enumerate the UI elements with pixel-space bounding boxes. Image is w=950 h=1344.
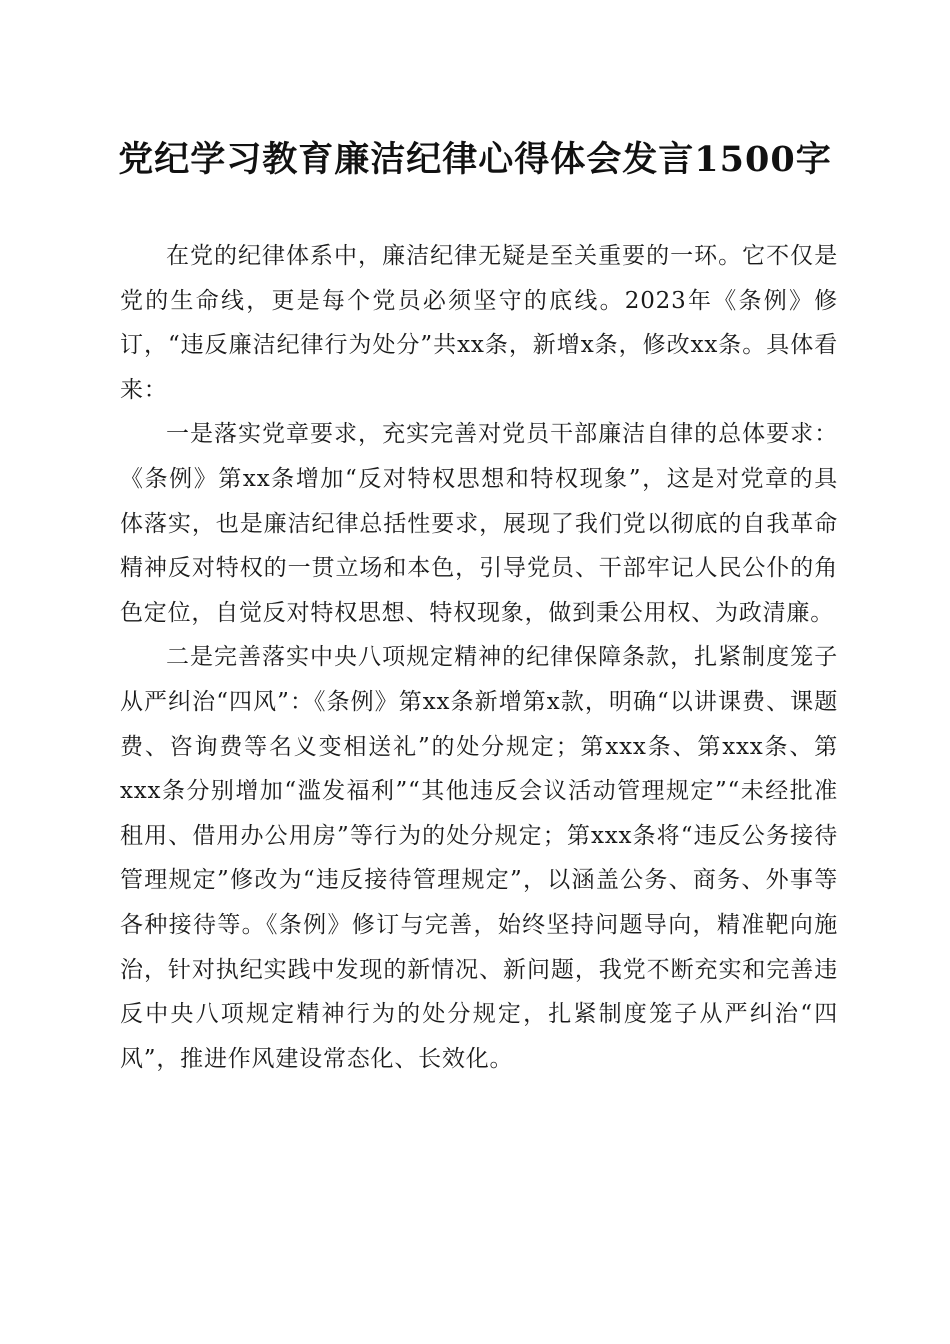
paragraph-point-two: 二是完善落实中央八项规定精神的纪律保障条款，扎紧制度笼子从严纠治“四风”：《条例》第xx条新增第x款，明确“以讲课费、课题费、咨询费等名义变相送礼”的处分规定；第xxx条、第xxx条、第xxx条分别增加“滥发福利”“其他违反会议活动管理规定”“未经批准租用、借用办公用房”等行为的处分规定；第xxx条将“违反公务接待管理规定”修改为“违反接待管理规定”，以涵盖公务、商务、外事等各种接待等。《条例》修订与完善，始终坚持问题导向，精准靶向施治，针对执纪实践中发现的新情况、新问题，我党不断充实和完善违反中央八项规定精神行为的处分规定，扎紧制度笼子从严纠治“四风”，推进作风建设常态化、长效化。 xyxy=(120,644,838,1072)
paragraph-point-one: 一是落实党章要求，充实完善对党员干部廉洁自律的总体要求：《条例》第xx条增加“反对特权思想和特权现象”，这是对党章的具体落实，也是廉洁纪律总括性要求，展现了我们党以彻底的自我革命精神反对特权的一贯立场和本色，引导党员、干部牢记人民公仆的角色定位，自觉反对特权思想、特权现象，做到秉公用权、为政清廉。 xyxy=(120,421,838,626)
document-body xyxy=(120,234,838,1081)
paragraph-intro: 在党的纪律体系中，廉洁纪律无疑是至关重要的一环。它不仅是党的生命线，更是每个党员必须坚守的底线。2023年《条例》修订，“违反廉洁纪律行为处分”共xx条，新增x条，修改xx条。具体看来： xyxy=(120,243,838,403)
document-title: 党纪学习教育廉洁纪律心得体会发言1500字 xyxy=(118,139,832,180)
